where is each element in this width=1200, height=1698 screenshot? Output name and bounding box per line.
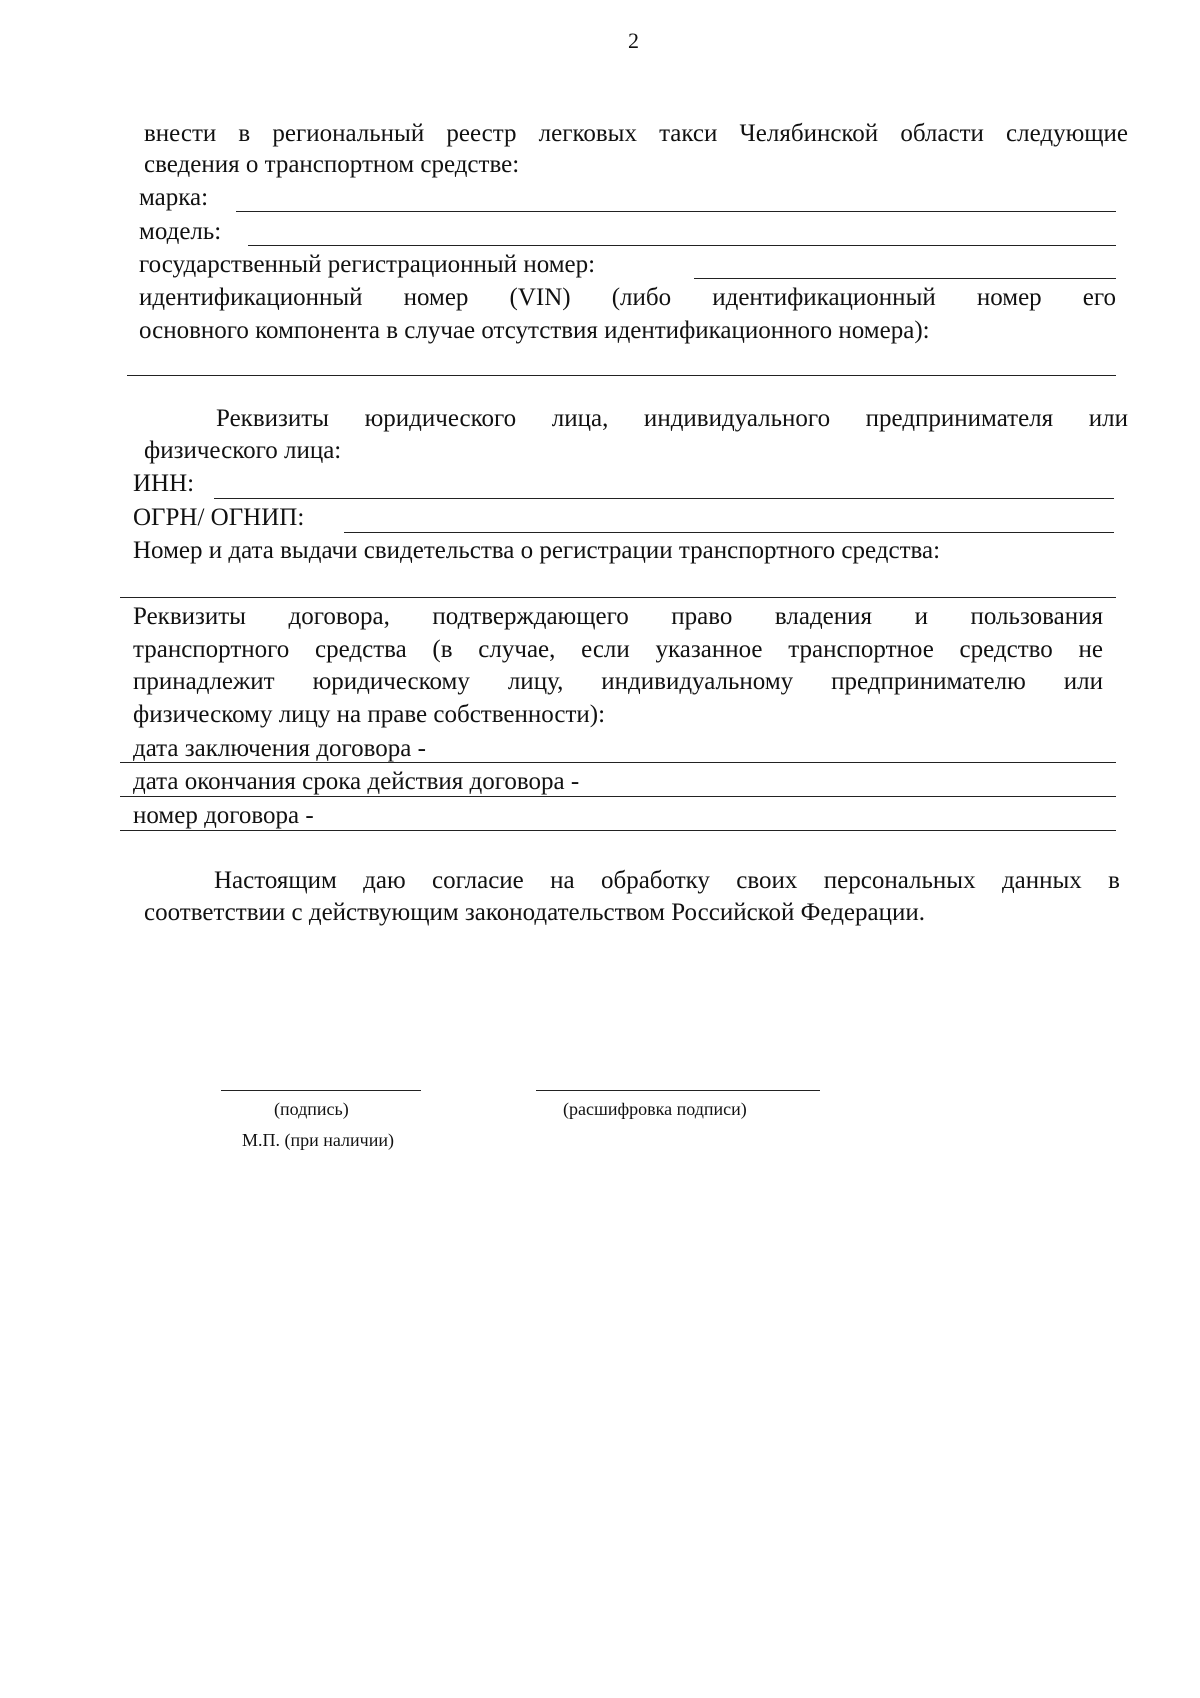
consent-line-1: Настоящим даю согласие на обработку своих персональных данных в	[214, 867, 1120, 894]
model-label: модель:	[139, 218, 222, 245]
intro-line-1: внести в региональный реестр легковых такси Челябинской области следующие	[144, 120, 1128, 147]
stamp-caption: М.П. (при наличии)	[242, 1130, 394, 1150]
signature-decode-line[interactable]	[536, 1090, 820, 1091]
ogrn-label: ОГРН/ ОГНИП:	[133, 504, 305, 531]
gosnomer-field-line[interactable]	[694, 278, 1116, 279]
certificate-field-line[interactable]	[120, 597, 1116, 598]
contract-number-line[interactable]	[120, 830, 1116, 831]
inn-field-line[interactable]	[214, 498, 1114, 499]
model-field-line[interactable]	[248, 245, 1116, 246]
certificate-label: Номер и дата выдачи свидетельства о регистрации транспортного средства:	[133, 537, 941, 564]
contract-line-3: принадлежит юридическому лицу, индивидуальному предпринимателю или	[133, 668, 1103, 695]
requisites-line-1: Реквизиты юридического лица, индивидуального предпринимателя или	[216, 405, 1128, 432]
signature-decode-caption: (расшифровка подписи)	[563, 1099, 747, 1119]
vin-field-line[interactable]	[127, 375, 1116, 376]
requisites-line-2: физического лица:	[144, 437, 342, 464]
vin-line-1: идентификационный номер (VIN) (либо идентификационный номер его	[139, 284, 1116, 311]
signature-line[interactable]	[221, 1090, 421, 1091]
signature-caption: (подпись)	[274, 1099, 349, 1119]
contract-line-2: транспортного средства (в случае, если указанное транспортное средство не	[133, 636, 1103, 663]
page-number: 2	[628, 28, 639, 53]
contract-date-end-label: дата окончания срока действия договора -	[133, 768, 580, 795]
marka-field-line[interactable]	[236, 211, 1116, 212]
contract-date-signed-line[interactable]	[120, 762, 1116, 763]
contract-line-1: Реквизиты договора, подтверждающего право владения и пользования	[133, 603, 1103, 630]
gosnomer-label: государственный регистрационный номер:	[139, 251, 596, 278]
intro-line-2: сведения о транспортном средстве:	[144, 151, 520, 178]
vin-line-2: основного компонента в случае отсутствия идентификационного номера):	[139, 317, 930, 344]
ogrn-field-line[interactable]	[344, 532, 1114, 533]
inn-label: ИНН:	[133, 470, 195, 497]
contract-date-end-line[interactable]	[120, 796, 1116, 797]
contract-line-4: физическому лицу на праве собственности):	[133, 701, 606, 728]
contract-date-signed-label: дата заключения договора -	[133, 735, 426, 762]
contract-number-label: номер договора -	[133, 802, 314, 829]
consent-line-2: соответствии с действующим законодательством Российской Федерации.	[144, 899, 925, 926]
marka-label: марка:	[139, 184, 209, 211]
